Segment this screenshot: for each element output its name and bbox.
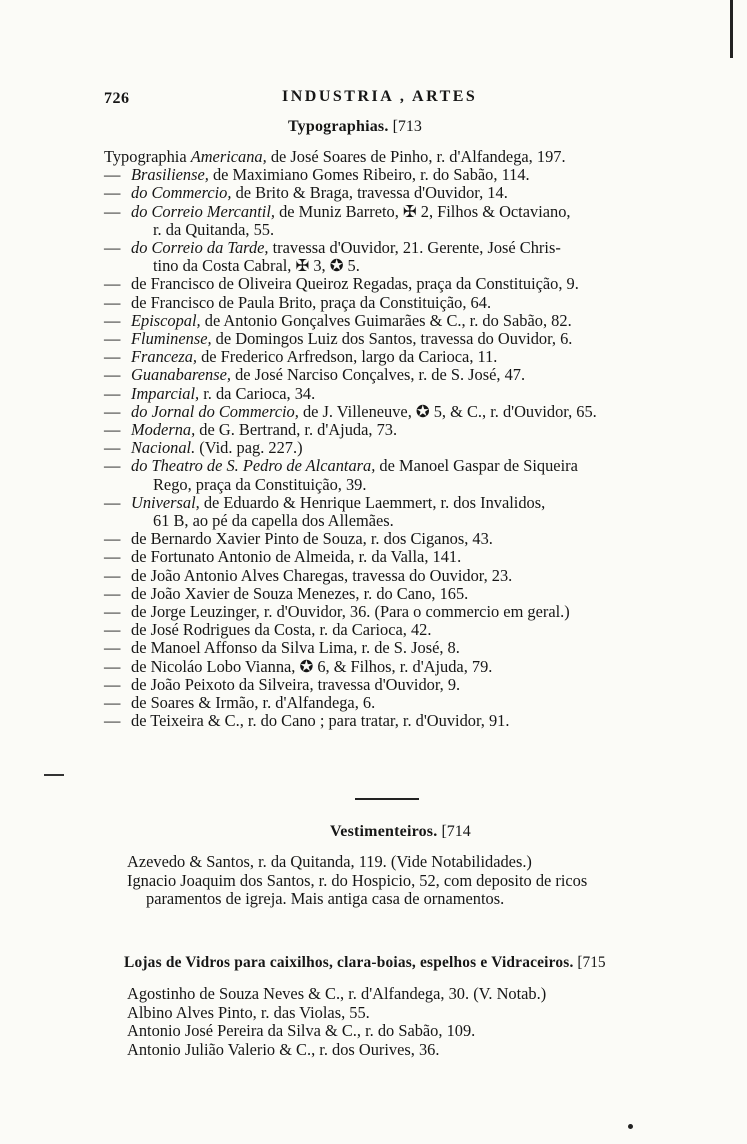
typographias-list [104, 148, 694, 731]
list-item [104, 184, 694, 202]
page-number: 726 [104, 90, 130, 107]
entry-text: de Nicoláo Lobo Vianna, ✪ 6, & Filhos, r. d'Ajuda, 79. [131, 656, 493, 676]
list-item [104, 694, 694, 712]
list-item [104, 403, 694, 421]
entry-text: de Manoel Affonso da Silva Lima, r. de S. José, 8. [131, 638, 460, 658]
entry-address: de Antonio Gonçalves Guimarães & C., r. do Sabão, 82. [200, 310, 572, 330]
list-item [104, 312, 694, 330]
list-item [104, 239, 694, 275]
section-title-text: Lojas de Vidros para caixilhos, clara-boias, espelhos e Vidraceiros. [124, 954, 574, 971]
entry-address: de Domingos Luiz dos Santos, travessa do Ouvidor, 6. [211, 329, 573, 349]
list-item [104, 585, 694, 603]
entry-text: Antonio Julião Valerio & C., r. dos Ourives, 36. [127, 1039, 440, 1059]
section-number: [715 [577, 954, 606, 971]
list-item [104, 639, 694, 657]
entry-name: Franceza, [131, 347, 198, 367]
section-title-text: Vestimenteiros. [330, 823, 438, 840]
section-title-vestimenteiros [330, 823, 471, 841]
entry-name: Guanabarense, [131, 365, 232, 385]
list-item [127, 1004, 697, 1023]
entry-name: do Correio da Tarde, [131, 238, 269, 258]
entry-address: travessa d'Ouvidor, 21. Gerente, José Chris- [268, 238, 561, 258]
margin-mark [44, 774, 64, 776]
entry-continuation: 61 B, ao pé da capella dos Allemães. [153, 511, 394, 531]
section-title-text: Typographias. [288, 118, 389, 135]
list-item [104, 439, 694, 457]
list-item [127, 872, 697, 909]
entry-name: do Jornal do Commercio, [131, 401, 299, 421]
entry-text: de Fortunato Antonio de Almeida, r. da Valla, 141. [131, 547, 462, 567]
entry-text: Typographia [104, 147, 191, 166]
list-item [104, 348, 694, 366]
list-item [104, 385, 694, 403]
section-number: [713 [392, 118, 422, 135]
ink-dot [628, 1124, 633, 1129]
list-item [127, 1022, 697, 1041]
entry-text: de João Peixoto da Silveira, travessa d'Ouvidor, 9. [131, 674, 461, 694]
entry-name: Brasiliense, [131, 165, 209, 185]
entry-address: de Frederico Arfredson, largo da Carioca, 11. [197, 347, 498, 367]
section-title-typographias [288, 118, 422, 136]
list-item [104, 330, 694, 348]
entry-text: Antonio José Pereira da Silva & C., r. do Sabão, 109. [127, 1021, 476, 1041]
entry-text: Agostinho de Souza Neves & C., r. d'Alfandega, 30. (V. Notab.) [127, 984, 547, 1003]
entry-text: de Francisco de Oliveira Queiroz Regadas, praça da Constituição, 9. [131, 274, 579, 294]
entry-address: de Maximiano Gomes Ribeiro, r. do Sabão, 114. [208, 165, 530, 185]
list-item [104, 166, 694, 184]
lojas-de-vidros-list [127, 985, 697, 1059]
entry-name: do Theatro de S. Pedro de Alcantara, [131, 456, 376, 476]
list-item [104, 658, 694, 676]
entry-name: do Correio Mercantil, [131, 201, 276, 221]
entry-address: de José Narciso Conçalves, r. de S. José, 47. [231, 365, 526, 385]
vestimenteiros-list [127, 853, 697, 909]
list-item [104, 421, 694, 439]
entry-text: Albino Alves Pinto, r. das Violas, 55. [127, 1002, 370, 1022]
entry-address: de Muniz Barreto, ✠ 2, Filhos & Octaviano, [275, 201, 571, 221]
list-item [127, 985, 697, 1004]
running-head: INDUSTRIA , ARTES [282, 88, 478, 105]
list-item [104, 275, 694, 293]
entry-address: r. da Carioca, 34. [199, 383, 316, 403]
section-divider [355, 798, 419, 800]
entry-address: de Brito & Braga, travessa d'Ouvidor, 14. [231, 183, 508, 203]
entry-text: de José Rodrigues da Costa, r. da Carioca, 42. [131, 620, 432, 640]
list-item [104, 548, 694, 566]
entry-continuation: tino da Costa Cabral, ✠ 3, ✪ 5. [153, 256, 360, 276]
entry-text: de Francisco de Paula Brito, praça da Constituição, 64. [131, 292, 492, 312]
entry-text: de João Xavier de Souza Menezes, r. do Cano, 165. [131, 583, 469, 603]
entry-name: Imparcial, [131, 383, 200, 403]
list-item [104, 603, 694, 621]
entry-address: de G. Bertrand, r. d'Ajuda, 73. [195, 420, 398, 440]
entry-text: de Bernardo Xavier Pinto de Souza, r. dos Ciganos, 43. [131, 529, 493, 549]
list-item [104, 567, 694, 585]
entry-text: de João Antonio Alves Charegas, travessa do Ouvidor, 23. [131, 565, 513, 585]
entry-name: do Commercio, [131, 183, 232, 203]
section-number: [714 [441, 823, 471, 840]
entry-name: Moderna, [131, 420, 196, 440]
entry-address: de Manoel Gaspar de Siqueira [375, 456, 578, 476]
entry-continuation: Rego, praça da Constituição, 39. [153, 474, 367, 494]
list-item [104, 203, 694, 239]
list-item [104, 294, 694, 312]
entry-text: Azevedo & Santos, r. da Quitanda, 119. (Vide Notabilidades.) [127, 852, 532, 871]
list-item [104, 676, 694, 694]
entry-address: de Eduardo & Henrique Laemmert, r. dos Invalidos, [199, 492, 546, 512]
entry-address: de J. Villeneuve, ✪ 5, & C., r. d'Ouvidor, 65. [298, 401, 597, 421]
entry-text: de Soares & Irmão, r. d'Alfandega, 6. [131, 693, 376, 713]
entry-text: de Teixeira & C., r. do Cano ; para tratar, r. d'Ouvidor, 91. [131, 711, 510, 731]
entry-name: Nacional. [131, 438, 196, 458]
entry-continuation: r. da Quitanda, 55. [153, 219, 275, 239]
entry-name: Episcopal, [131, 310, 201, 330]
entry-address: de José Soares de Pinho, r. d'Alfandega, 197. [266, 147, 566, 166]
page-edge-line [730, 0, 733, 58]
entry-text: Ignacio Joaquim dos Santos, r. do Hospicio, 52, com deposito de ricos [127, 870, 588, 890]
section-title-lojas-de-vidros [124, 954, 606, 972]
entry-address: (Vid. pag. 227.) [195, 438, 303, 458]
list-item [104, 530, 694, 548]
entry-name: Universal, [131, 492, 200, 512]
entry-name: Fluminense, [131, 329, 212, 349]
list-item [127, 853, 697, 872]
list-item [104, 148, 694, 166]
entry-text: de Jorge Leuzinger, r. d'Ouvidor, 36. (Para o commercio em geral.) [131, 602, 570, 622]
list-item [104, 366, 694, 384]
entry-continuation: paramentos de igreja. Mais antiga casa de ornamentos. [146, 889, 505, 909]
list-item [104, 712, 694, 730]
list-item [104, 494, 694, 530]
list-item [104, 621, 694, 639]
list-item [104, 457, 694, 493]
entry-name: Americana, [190, 147, 267, 166]
list-item [127, 1041, 697, 1060]
